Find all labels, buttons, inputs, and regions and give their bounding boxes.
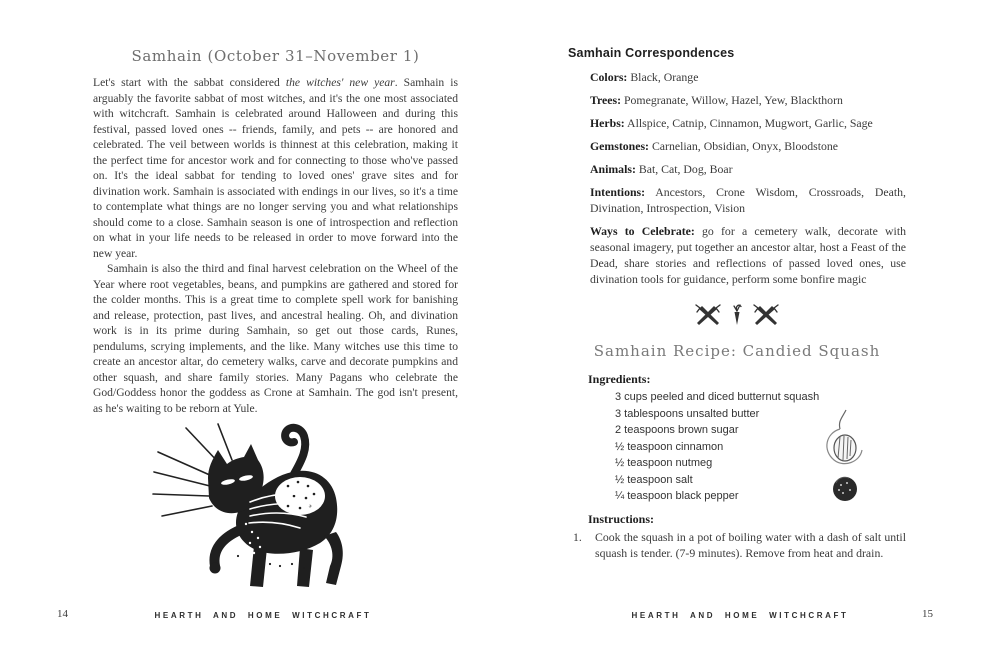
left-body-text: [93, 75, 458, 416]
crossed-vegetables-ornament-right: [753, 303, 779, 327]
ingredient-item: 3 tablespoons unsalted butter: [615, 407, 760, 420]
ingredient-item: 2 teaspoons brown sugar: [615, 424, 739, 436]
entry-label: Gemstones:: [590, 139, 649, 153]
left-page-heading: Samhain (October 31–November 1): [131, 47, 420, 65]
nutmeg-svg: [812, 408, 874, 512]
nutmeg-illustration: [812, 408, 874, 512]
correspondences-heading: Samhain Correspondences: [568, 46, 735, 60]
entry-value: go for a cemetery walk, decorate with seasonal imagery, put together an ancestor altar, host a Feast of the Dead, share stories and reflections of passed loved ones, use divination tools for guidance, perform some bonfire magic: [590, 224, 906, 286]
page-number-left: 14: [57, 608, 68, 620]
paragraph-1: [93, 75, 458, 261]
vegetable-divider-ornament: [568, 303, 906, 327]
ingredient-item: ¼ teaspoon black pepper: [615, 490, 739, 502]
correspondence-entry-gemstones: [590, 138, 906, 154]
correspondence-entry-ways-to-celebrate: [590, 223, 906, 287]
running-title-right: HEARTH AND HOME WITCHCRAFT: [631, 611, 849, 620]
ingredient-item: 3 cups peeled and diced butternut squash: [615, 391, 820, 403]
page-number-right: 15: [922, 608, 933, 620]
correspondence-entry-trees: [590, 92, 906, 108]
paragraph-1-rest: . Samhain is arguably the favorite sabbat of most witches, and it's the one most associated with witchcraft. Samhain is celebrated around Halloween and during this festival, passed loved ones -- friends, family, and pets -- are honored and celebrated. The veil between worlds is thinnest at this celebration, making it the perfect time for ancestor work and for connecting to those who've passed on. It's the ideal sabbat for tending to loved ones' grave sites and for divination work. Samhain is associated with endings in our lives, so it's a time to contemplate what things are no longer serving you and what relationships should come to a close. Samhain season is one of introspection and reflection on what in your life needs to be released in order to move forward into the new year.: [93, 76, 458, 260]
entry-label: Herbs:: [590, 116, 625, 130]
crossed-vegetables-ornament-left: [695, 303, 721, 327]
running-title-left: HEARTH AND HOME WITCHCRAFT: [154, 611, 372, 620]
entry-value: Pomegranate, Willow, Hazel, Yew, Blackthorn: [623, 93, 843, 107]
entry-value: Ancestors, Crone Wisdom, Crossroads, Death, Divination, Introspection, Vision: [590, 185, 906, 215]
paragraph-2: Samhain is also the third and final harvest celebration on the Wheel of the Year where root vegetables, beans, and pumpkins are gathered and stored for the colder months. This is a great time to complete spell work for banishing and release, protection, past lives, and ancestral healing. Oh, and divination work is in its prime during Samhain, so get out those cards, Runes, pendulums, scrying implements, and the like. Many witches use this time to create an ancestor altar, do cemetery walks, carve and decorate pumpkins and other squash, and share family stories. Many Pagans who celebrate the God/Goddess honor the goddess as Crone at Samhain. The god isn't present, as he's waiting to be reborn at Yule.: [93, 262, 458, 415]
entry-label: Ways to Celebrate:: [590, 224, 695, 238]
entry-value: Black, Orange: [630, 70, 699, 84]
entry-label: Colors:: [590, 70, 628, 84]
carrot-ornament-center: [730, 303, 744, 327]
ingredients-label: Ingredients:: [588, 372, 651, 386]
instruction-step-1: [573, 529, 906, 562]
entry-label: Trees:: [590, 93, 622, 107]
correspondence-entry-animals: [590, 161, 906, 177]
paragraph-1-italic-phrase: the witches' new year: [285, 76, 395, 89]
instructions-label: Instructions:: [588, 511, 655, 526]
paragraph-1-start: Let's start with the sabbat considered: [93, 76, 286, 89]
ingredient-item: ½ teaspoon cinnamon: [615, 440, 724, 453]
entry-label: Intentions:: [590, 185, 646, 199]
black-cat-illustration: [152, 416, 372, 598]
correspondence-entry-herbs: [590, 115, 906, 131]
correspondence-entry-intentions: [590, 184, 906, 216]
entry-value: Allspice, Catnip, Cinnamon, Mugwort, Garlic, Sage: [627, 116, 873, 130]
recipe-heading: Samhain Recipe: Candied Squash: [593, 342, 881, 360]
black-cat-svg: [152, 416, 372, 598]
instruction-number: 1.: [573, 529, 582, 544]
entry-value: Bat, Cat, Dog, Boar: [638, 162, 733, 176]
correspondence-entry-colors: [590, 69, 906, 85]
instruction-text: Cook the squash in a pot of boiling water with a dash of salt until squash is tender. (7-9 minutes). Remove from heat and drain.: [595, 529, 906, 560]
ingredient-item: ½ teaspoon salt: [615, 473, 693, 486]
ingredient-item: ½ teaspoon nutmeg: [615, 457, 713, 469]
entry-value: Carnelian, Obsidian, Onyx, Bloodstone: [651, 139, 839, 153]
entry-label: Animals:: [590, 162, 636, 176]
